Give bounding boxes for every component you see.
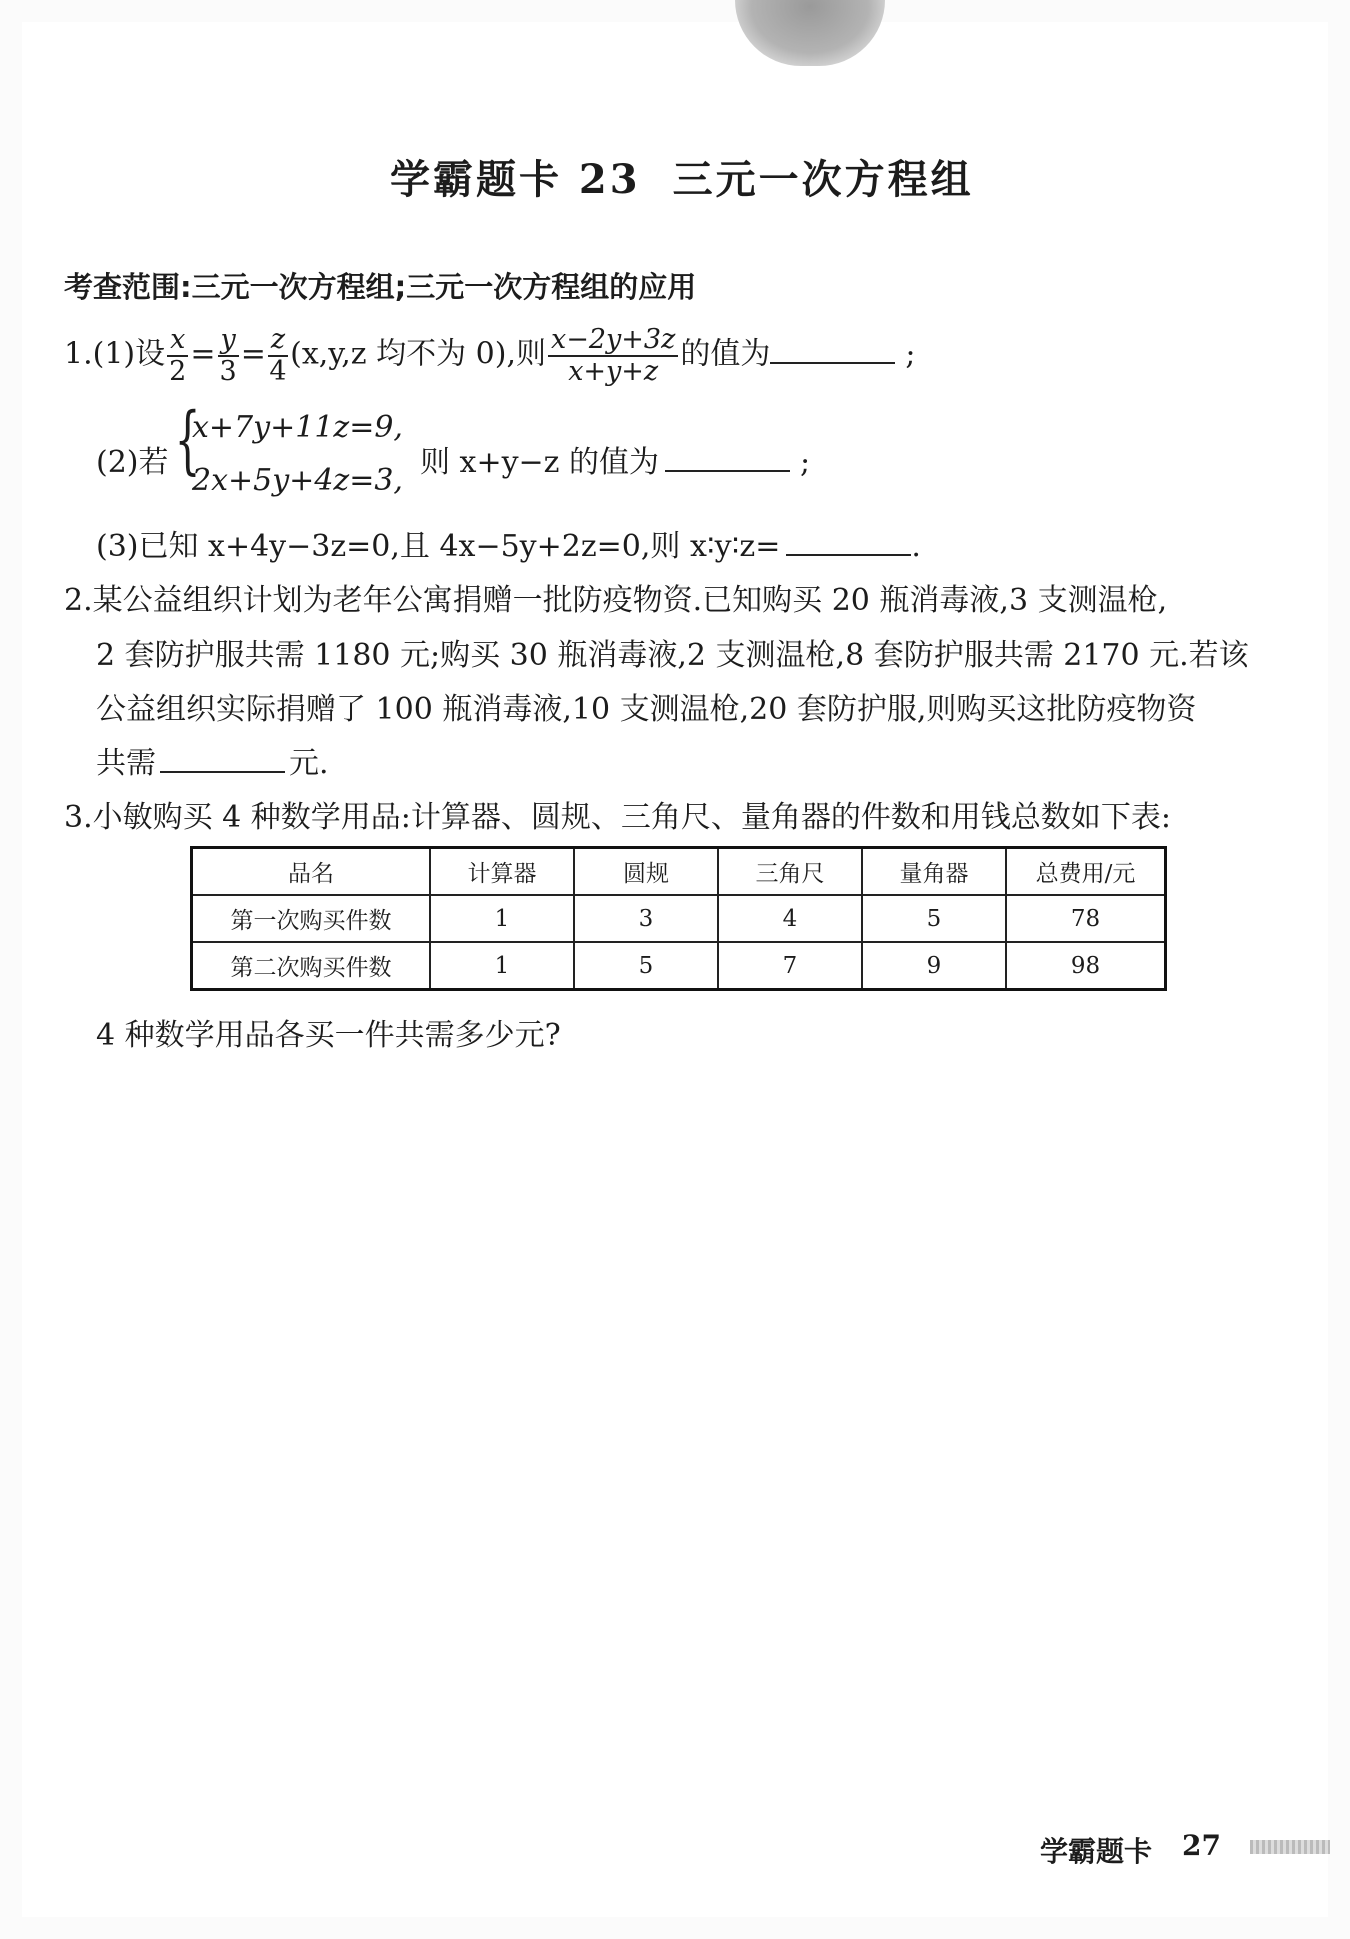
table-cell: 1 <box>430 895 574 942</box>
system-brace: { <box>174 397 201 483</box>
table-cell: 第一次购买件数 <box>192 895 431 942</box>
frac-num: y <box>218 325 239 357</box>
scope-line: 考查范围:三元一次方程组;三元一次方程组的应用 <box>64 270 697 304</box>
table-header-row <box>192 848 1166 896</box>
table-header: 品名 <box>192 848 431 896</box>
frac-num: z <box>268 325 288 357</box>
frac-num: x−2y+3z <box>548 325 678 357</box>
system-eq-1: x+7y+11z=9, <box>192 410 403 445</box>
q3-intro: 3.小敏购买 4 种数学用品:计算器、圆规、三角尺、量角器的件数和用钱总数如下表: <box>64 800 1171 835</box>
q1-part1 <box>64 325 915 386</box>
table-cell: 5 <box>862 895 1006 942</box>
q2-line4-end: 元. <box>289 746 329 781</box>
fraction-expression <box>548 325 678 386</box>
answer-blank[interactable] <box>160 770 285 773</box>
frac-den: 4 <box>269 355 287 387</box>
footer-label: 学霸题卡 <box>1040 1835 1153 1868</box>
q3-question: 4 种数学用品各买一件共需多少元? <box>96 1018 561 1053</box>
table-cell: 9 <box>862 942 1006 990</box>
table-row <box>192 942 1166 990</box>
table-cell: 1 <box>430 942 574 990</box>
system-eq-2: 2x+5y+4z=3, <box>192 463 403 498</box>
q1-p3-text: (3)已知 x+4y−3z=0,且 4x−5y+2z=0,则 x∶y∶z= <box>96 529 781 564</box>
title-prefix: 学霸题卡 23 <box>390 156 641 203</box>
q2-line-1: 2.某公益组织计划为老年公寓捐赠一批防疫物资.已知购买 20 瓶消毒液,3 支测温枪, <box>64 583 1168 618</box>
punct: ; <box>800 445 811 480</box>
q2-line-4 <box>96 738 329 782</box>
q1-p1-cond: (x,y,z 均不为 0),则 <box>290 336 547 372</box>
table-header: 圆规 <box>574 848 718 896</box>
table-cell: 第二次购买件数 <box>192 942 431 990</box>
purchase-table <box>190 846 1167 991</box>
table-cell: 7 <box>718 942 862 990</box>
table-cell: 78 <box>1006 895 1166 942</box>
table-cell: 98 <box>1006 942 1166 990</box>
answer-blank[interactable] <box>786 553 911 556</box>
q2-line-2: 2 套防护服共需 1180 元;购买 30 瓶消毒液,2 支测温枪,8 套防护服共需 2170 元.若该 <box>96 638 1249 673</box>
q1-part2-tail <box>420 437 810 481</box>
q1-part3 <box>96 521 921 565</box>
q2-line4-lead: 共需 <box>96 746 156 781</box>
q1-p2-lead: (2)若 <box>96 445 169 480</box>
frac-den: 3 <box>219 355 237 387</box>
table-cell: 5 <box>574 942 718 990</box>
q2-line-3: 公益组织实际捐赠了 100 瓶消毒液,10 支测温枪,20 套防护服,则购买这批防疫物资 <box>96 692 1197 727</box>
table-cell: 3 <box>574 895 718 942</box>
table-cell: 4 <box>718 895 862 942</box>
fraction-x-over-2 <box>167 325 188 386</box>
page-number: 27 <box>1182 1829 1221 1862</box>
fraction-z-over-4 <box>268 325 288 386</box>
answer-blank[interactable] <box>770 361 895 364</box>
q1-p2-mid: 则 x+y−z 的值为 <box>420 445 660 480</box>
punct: . <box>911 529 921 564</box>
punct: ; <box>905 336 916 372</box>
table-row <box>192 895 1166 942</box>
q1-p1-lead: 1.(1)设 <box>64 336 166 372</box>
footer-decor-bar <box>1250 1840 1330 1854</box>
table-header: 量角器 <box>862 848 1006 896</box>
answer-blank[interactable] <box>665 469 790 472</box>
q1-p1-tail: 的值为 <box>680 336 771 372</box>
frac-num: x <box>167 325 188 357</box>
page-title <box>390 148 974 205</box>
table-header: 总费用/元 <box>1006 848 1166 896</box>
title-topic: 三元一次方程组 <box>672 156 974 203</box>
table-header: 计算器 <box>430 848 574 896</box>
frac-den: 2 <box>169 355 187 387</box>
table-header: 三角尺 <box>718 848 862 896</box>
equals-sign: = <box>240 336 266 372</box>
frac-den: x+y+z <box>568 355 659 387</box>
fraction-y-over-3 <box>218 325 239 386</box>
equals-sign: = <box>190 336 216 372</box>
